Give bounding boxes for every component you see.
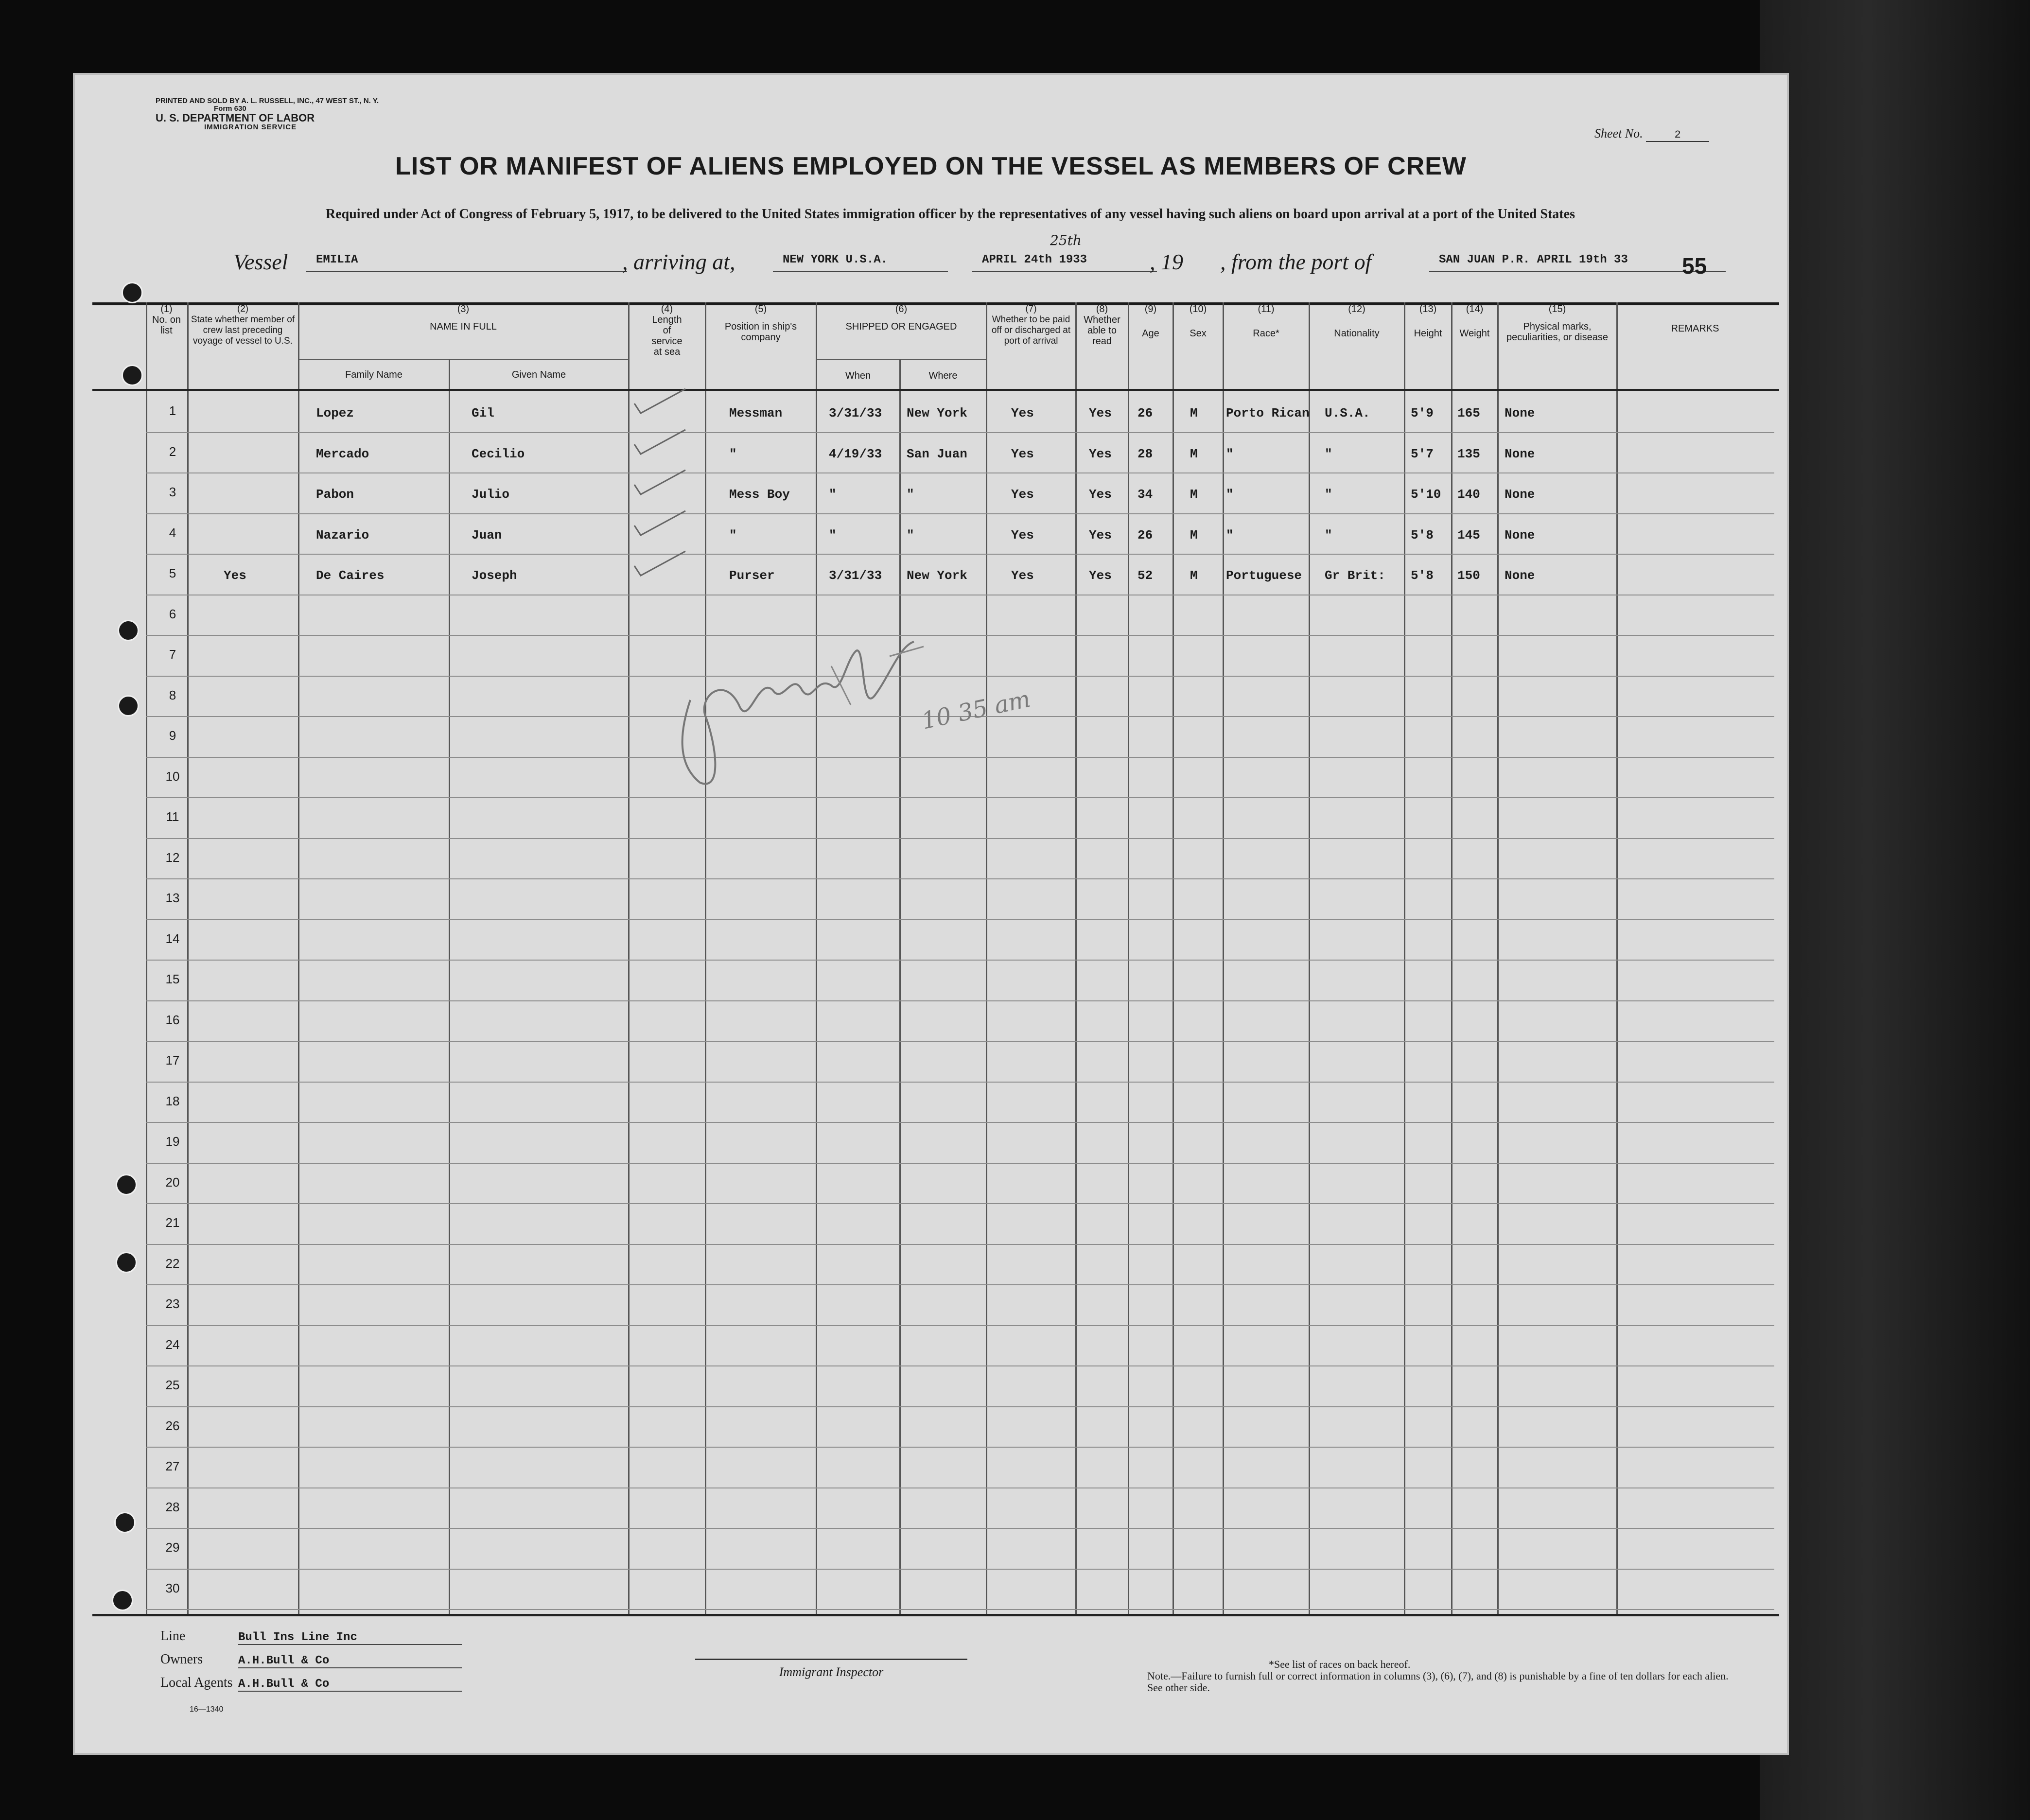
- row-number: 24: [165, 1337, 180, 1352]
- able-to-read-cell: Yes: [1089, 528, 1112, 542]
- sheet-label: Sheet No.: [1594, 126, 1643, 140]
- service-check-mark: [632, 386, 690, 416]
- row-number: 28: [165, 1500, 180, 1514]
- row-rule: [146, 1122, 1774, 1123]
- physical-marks-cell: None: [1505, 528, 1535, 542]
- row-rule: [146, 1284, 1774, 1285]
- given-name-cell: Julio: [472, 487, 510, 502]
- col-rule: [449, 360, 450, 1615]
- manifest-page: [73, 73, 1789, 1755]
- col-rule: [628, 302, 630, 1615]
- weight-cell: 145: [1457, 528, 1480, 542]
- race-cell: Portuguese: [1226, 568, 1302, 583]
- row-number: 19: [165, 1134, 180, 1149]
- when-header: When: [845, 370, 871, 381]
- col-12-number: (12): [1348, 304, 1365, 315]
- col-5-label: Position in ship's company: [724, 321, 797, 343]
- row-number: 3: [169, 485, 176, 499]
- col-5-number: (5): [754, 304, 767, 315]
- where-cell: New York: [907, 406, 967, 420]
- row-number: 21: [165, 1215, 180, 1230]
- row-rule: [146, 1082, 1774, 1083]
- from-port: SAN JUAN P.R. APRIL 19th 33: [1429, 253, 1726, 272]
- physical-marks-cell: None: [1505, 447, 1535, 461]
- document-title: LIST OR MANIFEST OF ALIENS EMPLOYED ON THE VESSEL AS MEMBERS OF CREW: [395, 152, 1467, 180]
- row-rule: [146, 1365, 1774, 1366]
- row-rule: [146, 1447, 1774, 1448]
- col-rule: [146, 302, 147, 1615]
- row-number: 29: [165, 1540, 180, 1555]
- col-rule: [298, 302, 299, 1615]
- col-11-header: [1224, 304, 1309, 339]
- row-number: 2: [169, 444, 176, 459]
- scan-background-strip: [1760, 0, 2030, 1820]
- race-cell: ": [1226, 447, 1234, 461]
- punch-hole: [116, 1174, 137, 1195]
- height-cell: 5'9: [1411, 406, 1434, 420]
- col-6-header: [817, 304, 986, 332]
- able-to-read-cell: Yes: [1089, 487, 1112, 502]
- col-rule: [1309, 302, 1310, 1615]
- sex-cell: M: [1190, 528, 1198, 542]
- row-rule: [146, 1406, 1774, 1407]
- family-name-cell: Mercado: [316, 447, 369, 461]
- col-8-header: [1076, 304, 1128, 347]
- weight-cell: 165: [1457, 406, 1480, 420]
- given-name-cell: Gil: [472, 406, 494, 420]
- row-number: 13: [165, 891, 180, 905]
- nationality-cell: Gr Brit:: [1325, 568, 1385, 583]
- paid-off-cell: Yes: [1011, 406, 1034, 420]
- given-name-header: Given Name: [511, 369, 566, 380]
- row-number: 4: [169, 525, 176, 540]
- col-2-header: [188, 304, 298, 347]
- race-cell: ": [1226, 528, 1234, 542]
- row-number: 25: [165, 1378, 180, 1392]
- vessel-label: Vessel: [233, 249, 288, 274]
- from-port-label: , from the port of: [1220, 249, 1372, 274]
- position-cell: ": [729, 528, 737, 542]
- row-number: 10: [165, 769, 180, 784]
- position-cell: Mess Boy: [729, 487, 790, 502]
- punch-hole: [118, 695, 139, 717]
- row-number: 9: [169, 728, 176, 743]
- col-rule: [1075, 302, 1077, 1615]
- col-9-header: [1129, 304, 1172, 339]
- col-rule: [1497, 302, 1499, 1615]
- row-rule: [146, 797, 1774, 798]
- sex-cell: M: [1190, 568, 1198, 583]
- col-2-number: (2): [237, 304, 249, 314]
- nationality-cell: ": [1325, 447, 1332, 461]
- col-3-number: (3): [457, 304, 470, 315]
- able-to-read-cell: Yes: [1089, 447, 1112, 461]
- where-header: Where: [928, 370, 958, 381]
- when-cell: 4/19/33: [829, 447, 882, 461]
- prev-voyage-cell: Yes: [224, 568, 246, 583]
- given-name-cell: Juan: [472, 528, 502, 542]
- physical-marks-cell: None: [1505, 487, 1535, 502]
- footer-owners: [160, 1652, 462, 1668]
- col-12-header: [1310, 304, 1404, 339]
- where-cell: San Juan: [907, 447, 967, 461]
- paid-off-cell: Yes: [1011, 528, 1034, 542]
- owners-value: A.H.Bull & Co: [238, 1654, 462, 1668]
- col-14-label: Weight: [1459, 328, 1490, 339]
- vessel-line: [233, 232, 1779, 278]
- row-rule: [146, 1609, 1774, 1610]
- col-6-number: (6): [895, 304, 908, 315]
- col-rule: [986, 302, 987, 1615]
- col-6-label: SHIPPED OR ENGAGED: [845, 321, 957, 332]
- col-15-number: (15): [1548, 304, 1566, 315]
- failure-note: Note.—Failure to furnish full or correct information in columns (3), (6), (7), and (8) is punishable by a fine of ten dollars for each alien. See other side.: [1147, 1670, 1729, 1694]
- col-5-header: [706, 304, 816, 343]
- punch-hole: [118, 620, 139, 641]
- col-10-header: [1173, 304, 1223, 339]
- where-cell: ": [907, 487, 914, 502]
- row-number: 20: [165, 1175, 180, 1190]
- col-11-label: Race*: [1253, 328, 1279, 339]
- col-4-number: (4): [661, 304, 673, 315]
- service-check-mark: [632, 508, 690, 538]
- row-number: 12: [165, 850, 180, 865]
- row-rule: [146, 1528, 1774, 1529]
- race-cell: ": [1226, 487, 1234, 502]
- col-3-label: NAME IN FULL: [430, 321, 497, 332]
- agents-value: A.H.Bull & Co: [238, 1678, 462, 1692]
- row-rule: [146, 1325, 1774, 1326]
- row-number: 17: [165, 1053, 180, 1068]
- row-number: 11: [166, 809, 179, 824]
- col-1-label: No. on list: [152, 315, 181, 336]
- col-rule: [705, 302, 706, 1615]
- col-rule: [1404, 302, 1405, 1615]
- able-to-read-cell: Yes: [1089, 568, 1112, 583]
- nationality-cell: U.S.A.: [1325, 406, 1370, 420]
- col-14-number: (14): [1466, 304, 1484, 315]
- row-number: 30: [165, 1581, 180, 1595]
- row-number: 16: [165, 1013, 180, 1027]
- position-cell: Messman: [729, 406, 783, 420]
- col-9-label: Age: [1142, 328, 1159, 339]
- col-2-label: State whether member of crew last preceding voyage of vessel to U.S.: [191, 315, 295, 346]
- col-rule: [816, 302, 817, 1615]
- height-cell: 5'8: [1411, 528, 1434, 542]
- col-12-label: Nationality: [1334, 328, 1380, 339]
- col-rule: [1128, 302, 1129, 1615]
- race-cell: Porto Rican: [1226, 406, 1310, 420]
- height-cell: 5'10: [1411, 487, 1441, 502]
- row-number: 14: [165, 931, 180, 946]
- sex-cell: M: [1190, 406, 1198, 420]
- col-7-label: Whether to be paid off or discharged at port of arrival: [991, 315, 1071, 346]
- row-rule: [146, 878, 1774, 879]
- row-number: 26: [165, 1418, 180, 1433]
- paid-off-cell: Yes: [1011, 487, 1034, 502]
- row-number: 1: [169, 403, 176, 418]
- col-1-number: (1): [160, 304, 173, 315]
- inspector-signature-line: Immigrant Inspector: [695, 1659, 967, 1680]
- col-7-number: (7): [1025, 304, 1037, 314]
- punch-hole: [122, 282, 143, 303]
- header-bottom-rule: [92, 389, 1779, 391]
- col-3-header: [299, 304, 628, 332]
- races-note: *See list of races on back hereof.: [1269, 1658, 1411, 1670]
- printer-name: PRINTED AND SOLD BY A. L. RUSSELL, INC., 47 WEST ST., N. Y.: [156, 97, 379, 105]
- weight-cell: 140: [1457, 487, 1480, 502]
- remarks-label: REMARKS: [1671, 323, 1719, 334]
- sex-cell: M: [1190, 487, 1198, 502]
- owners-label: Owners: [160, 1652, 203, 1667]
- year-label: , 19: [1150, 249, 1183, 274]
- stamp-time: 10 35 am: [919, 685, 1033, 735]
- family-name-cell: Lopez: [316, 406, 354, 420]
- arriving-port: NEW YORK U.S.A.: [773, 253, 948, 272]
- physical-marks-cell: None: [1505, 568, 1535, 583]
- family-name-cell: Nazario: [316, 528, 369, 542]
- row-rule: [146, 1000, 1774, 1001]
- col-rule: [1223, 302, 1224, 1615]
- col-1-header: [146, 304, 187, 336]
- row-rule: [146, 472, 1774, 473]
- col-rule: [899, 360, 901, 1615]
- row-rule: [146, 1203, 1774, 1204]
- remarks-header: [1617, 304, 1773, 334]
- printer-imprint: [156, 97, 447, 131]
- position-cell: Purser: [729, 568, 775, 583]
- col-10-label: Sex: [1190, 328, 1207, 339]
- nationality-cell: ": [1325, 487, 1332, 502]
- footer-line: [160, 1628, 462, 1645]
- age-cell: 26: [1138, 406, 1153, 420]
- physical-marks-cell: None: [1505, 406, 1535, 420]
- row-rule: [146, 838, 1774, 839]
- form-number: Form 630: [214, 105, 246, 113]
- row-number: 23: [165, 1296, 180, 1311]
- where-cell: New York: [907, 568, 967, 583]
- line-value: Bull Ins Line Inc: [238, 1631, 462, 1645]
- given-name-cell: Joseph: [472, 568, 517, 583]
- sheet-value: 2: [1646, 129, 1709, 142]
- row-number: 18: [165, 1094, 180, 1108]
- table-bottom-rule: [92, 1614, 1779, 1616]
- vessel-name: EMILIA: [306, 253, 627, 272]
- row-rule: [146, 1569, 1774, 1570]
- service-check-mark: [632, 427, 690, 456]
- weight-cell: 150: [1457, 568, 1480, 583]
- row-number: 6: [169, 607, 176, 621]
- age-cell: 26: [1138, 528, 1153, 542]
- age-cell: 52: [1138, 568, 1153, 583]
- punch-hole: [116, 1252, 137, 1273]
- height-cell: 5'7: [1411, 447, 1434, 461]
- family-name-cell: Pabon: [316, 487, 354, 502]
- page-number: 55: [1682, 253, 1707, 279]
- age-cell: 28: [1138, 447, 1153, 461]
- punch-hole: [122, 365, 143, 386]
- col-13-number: (13): [1419, 304, 1437, 315]
- row-number: 27: [165, 1459, 180, 1473]
- col-13-label: Height: [1414, 328, 1442, 339]
- punch-hole: [114, 1512, 136, 1533]
- row-rule: [146, 1041, 1774, 1042]
- date-correction: 25th: [1050, 232, 1082, 248]
- row-rule: [146, 960, 1774, 961]
- service-name: IMMIGRATION SERVICE: [204, 123, 297, 131]
- arriving-label: , arriving at,: [622, 249, 735, 274]
- col-15-label: Physical marks, peculiarities, or disease: [1506, 321, 1608, 343]
- col-4-header: [629, 304, 705, 357]
- col-rule: [1451, 302, 1452, 1615]
- shipped-subheader-rule: [817, 359, 986, 360]
- when-cell: ": [829, 487, 837, 502]
- col-4-label: Length of service at sea: [651, 315, 682, 357]
- footer-agents: [160, 1675, 462, 1692]
- sheet-number: [1594, 126, 1709, 142]
- height-cell: 5'8: [1411, 568, 1434, 583]
- document-subtitle: Required under Act of Congress of February 5, 1917, to be delivered to the United States immigration officer by the representatives of any vessel having such aliens on board upon arrival at a port of the United States: [326, 207, 1575, 222]
- col-11-number: (11): [1258, 304, 1275, 315]
- row-number: 7: [169, 647, 176, 662]
- col-9-number: (9): [1144, 304, 1157, 315]
- col-8-label: Whether able to read: [1084, 315, 1120, 347]
- name-subheader-rule: [299, 359, 628, 360]
- col-8-number: (8): [1096, 304, 1108, 315]
- row-rule: [146, 1163, 1774, 1164]
- where-cell: ": [907, 528, 914, 542]
- nationality-cell: ": [1325, 528, 1332, 542]
- family-name-header: Family Name: [345, 369, 402, 380]
- line-label: Line: [160, 1628, 186, 1644]
- row-rule: [146, 513, 1774, 514]
- age-cell: 34: [1138, 487, 1153, 502]
- col-rule: [1172, 302, 1174, 1615]
- when-cell: ": [829, 528, 837, 542]
- row-number: 8: [169, 688, 176, 702]
- position-cell: ": [729, 447, 737, 461]
- weight-cell: 135: [1457, 447, 1480, 461]
- col-13-header: [1405, 304, 1451, 339]
- paid-off-cell: Yes: [1011, 447, 1034, 461]
- row-rule: [146, 554, 1774, 555]
- department-name: U. S. DEPARTMENT OF LABOR: [156, 112, 315, 124]
- when-cell: 3/31/33: [829, 406, 882, 420]
- row-rule: [146, 919, 1774, 920]
- punch-hole: [112, 1590, 133, 1611]
- sex-cell: M: [1190, 447, 1198, 461]
- arrival-date: APRIL 24th 1933: [972, 253, 1157, 272]
- row-rule: [146, 1244, 1774, 1245]
- agents-label: Local Agents: [160, 1675, 233, 1690]
- row-number: 22: [165, 1256, 180, 1271]
- col-10-number: (10): [1189, 304, 1207, 315]
- family-name-cell: De Caires: [316, 568, 385, 583]
- when-cell: 3/31/33: [829, 568, 882, 583]
- col-15-header: [1498, 304, 1616, 343]
- col-rule: [1616, 302, 1618, 1615]
- paid-off-cell: Yes: [1011, 568, 1034, 583]
- service-check-mark: [632, 468, 690, 497]
- row-number: 5: [169, 566, 176, 580]
- col-7-header: [987, 304, 1075, 347]
- service-check-mark: [632, 549, 690, 578]
- form-code: 16—1340: [190, 1705, 224, 1714]
- able-to-read-cell: Yes: [1089, 406, 1112, 420]
- col-14-header: [1452, 304, 1497, 339]
- given-name-cell: Cecilio: [472, 447, 525, 461]
- inspector-signature: [671, 617, 1099, 792]
- row-rule: [146, 432, 1774, 433]
- footer-notes: [1147, 1659, 1740, 1694]
- row-number: 15: [165, 972, 180, 986]
